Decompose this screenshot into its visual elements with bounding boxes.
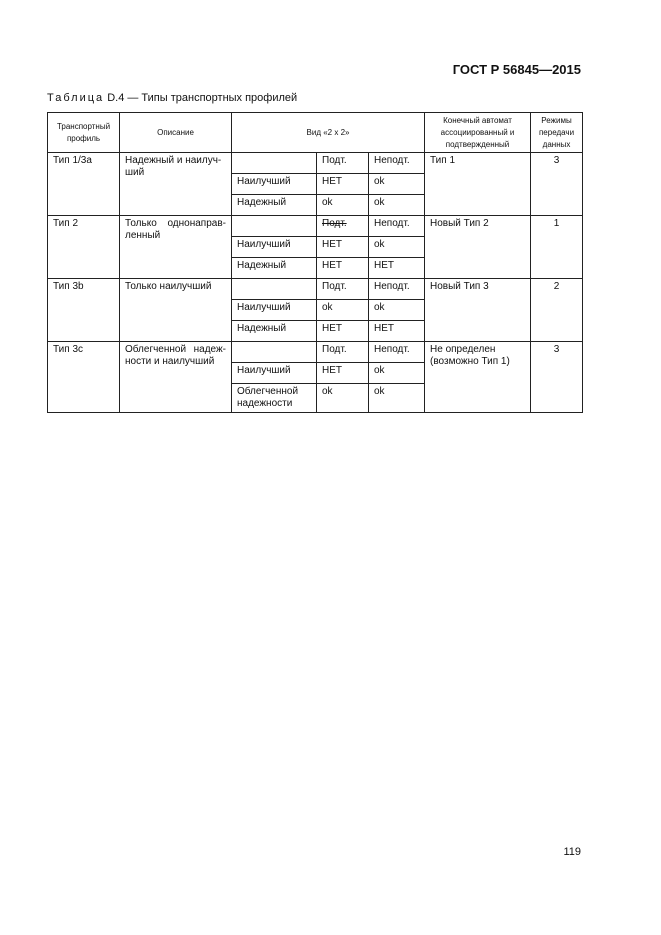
header-modes: Режимы передачи данных <box>531 113 583 153</box>
header-profile: Транспортный профиль <box>48 113 120 153</box>
grid-value-cell: ok <box>317 384 369 413</box>
grid-value-cell: НЕТ <box>369 258 425 279</box>
grid-label-cell: Надежный <box>232 195 317 216</box>
grid-label-cell: Наилучший <box>232 363 317 384</box>
description-cell <box>120 216 232 279</box>
description-cell: Только наилучший <box>120 279 232 342</box>
table-row <box>48 153 583 174</box>
transport-profiles-table <box>47 112 583 413</box>
standard-number: ГОСТ Р 56845—2015 <box>452 62 581 77</box>
profile-cell: Тип 3b <box>48 279 120 342</box>
modes-cell: 3 <box>531 342 583 413</box>
grid-value-cell: Неподт. <box>369 342 425 363</box>
grid-value-cell: ok <box>369 237 425 258</box>
automaton-cell: Новый Тип 3 <box>425 279 531 342</box>
header-automaton: Конечный автомат ассоциированный и подтвержденный <box>425 113 531 153</box>
grid-value-cell: ok <box>369 300 425 321</box>
grid-label-cell: Наилучший <box>232 300 317 321</box>
description-cell <box>120 342 232 413</box>
description-line: Облегченной надеж- <box>125 344 226 355</box>
description-line: Только однонаправ- <box>125 218 226 229</box>
grid-value-cell: НЕТ <box>369 321 425 342</box>
grid-value-cell: Неподт. <box>369 153 425 174</box>
grid-value-cell: НЕТ <box>317 174 369 195</box>
grid-value-cell: Подт. <box>317 279 369 300</box>
table-header-row <box>48 113 583 153</box>
grid-value-cell: Неподт. <box>369 216 425 237</box>
grid-value-cell: ok <box>369 195 425 216</box>
grid-value-cell: НЕТ <box>317 258 369 279</box>
profile-cell: Тип 1/3a <box>48 153 120 216</box>
grid-label-cell <box>232 216 317 237</box>
grid-value-cell-struck: Подт. <box>317 216 369 237</box>
header-view: Вид «2 х 2» <box>232 113 425 153</box>
grid-label-cell: Облегченной надежности <box>232 384 317 413</box>
modes-cell: 3 <box>531 153 583 216</box>
table-row <box>48 342 583 363</box>
grid-value-cell: ok <box>369 384 425 413</box>
header-description: Описание <box>120 113 232 153</box>
page-number: 119 <box>563 846 581 858</box>
grid-label-cell <box>232 342 317 363</box>
description-line: ленный <box>125 230 161 241</box>
grid-value-cell: ok <box>369 363 425 384</box>
automaton-cell: Новый Тип 2 <box>425 216 531 279</box>
grid-value-cell: НЕТ <box>317 237 369 258</box>
grid-label-cell <box>232 153 317 174</box>
grid-value-cell: Неподт. <box>369 279 425 300</box>
grid-value-cell: Подт. <box>317 342 369 363</box>
modes-cell: 1 <box>531 216 583 279</box>
grid-value-cell: ok <box>317 195 369 216</box>
table-caption-title: D.4 — Типы транспортных профилей <box>104 92 298 104</box>
grid-value-cell: Подт. <box>317 153 369 174</box>
grid-label-cell <box>232 279 317 300</box>
grid-label-cell: Наилучший <box>232 237 317 258</box>
table-caption <box>47 92 297 104</box>
table-caption-label: Таблица <box>47 92 105 104</box>
grid-label-cell: Наилучший <box>232 174 317 195</box>
grid-value-cell: НЕТ <box>317 321 369 342</box>
modes-cell: 2 <box>531 279 583 342</box>
grid-value-cell: ok <box>369 174 425 195</box>
automaton-cell: Не определен (возможно Тип 1) <box>425 342 531 413</box>
description-cell: Надежный и наилуч-ший <box>120 153 232 216</box>
grid-label-cell: Надежный <box>232 258 317 279</box>
table-row <box>48 216 583 237</box>
table-row <box>48 279 583 300</box>
profile-cell: Тип 3c <box>48 342 120 413</box>
description-line: ности и наилучший <box>125 356 215 367</box>
profile-cell: Тип 2 <box>48 216 120 279</box>
automaton-cell: Тип 1 <box>425 153 531 216</box>
grid-label-cell: Надежный <box>232 321 317 342</box>
grid-value-cell: НЕТ <box>317 363 369 384</box>
grid-value-cell: ok <box>317 300 369 321</box>
